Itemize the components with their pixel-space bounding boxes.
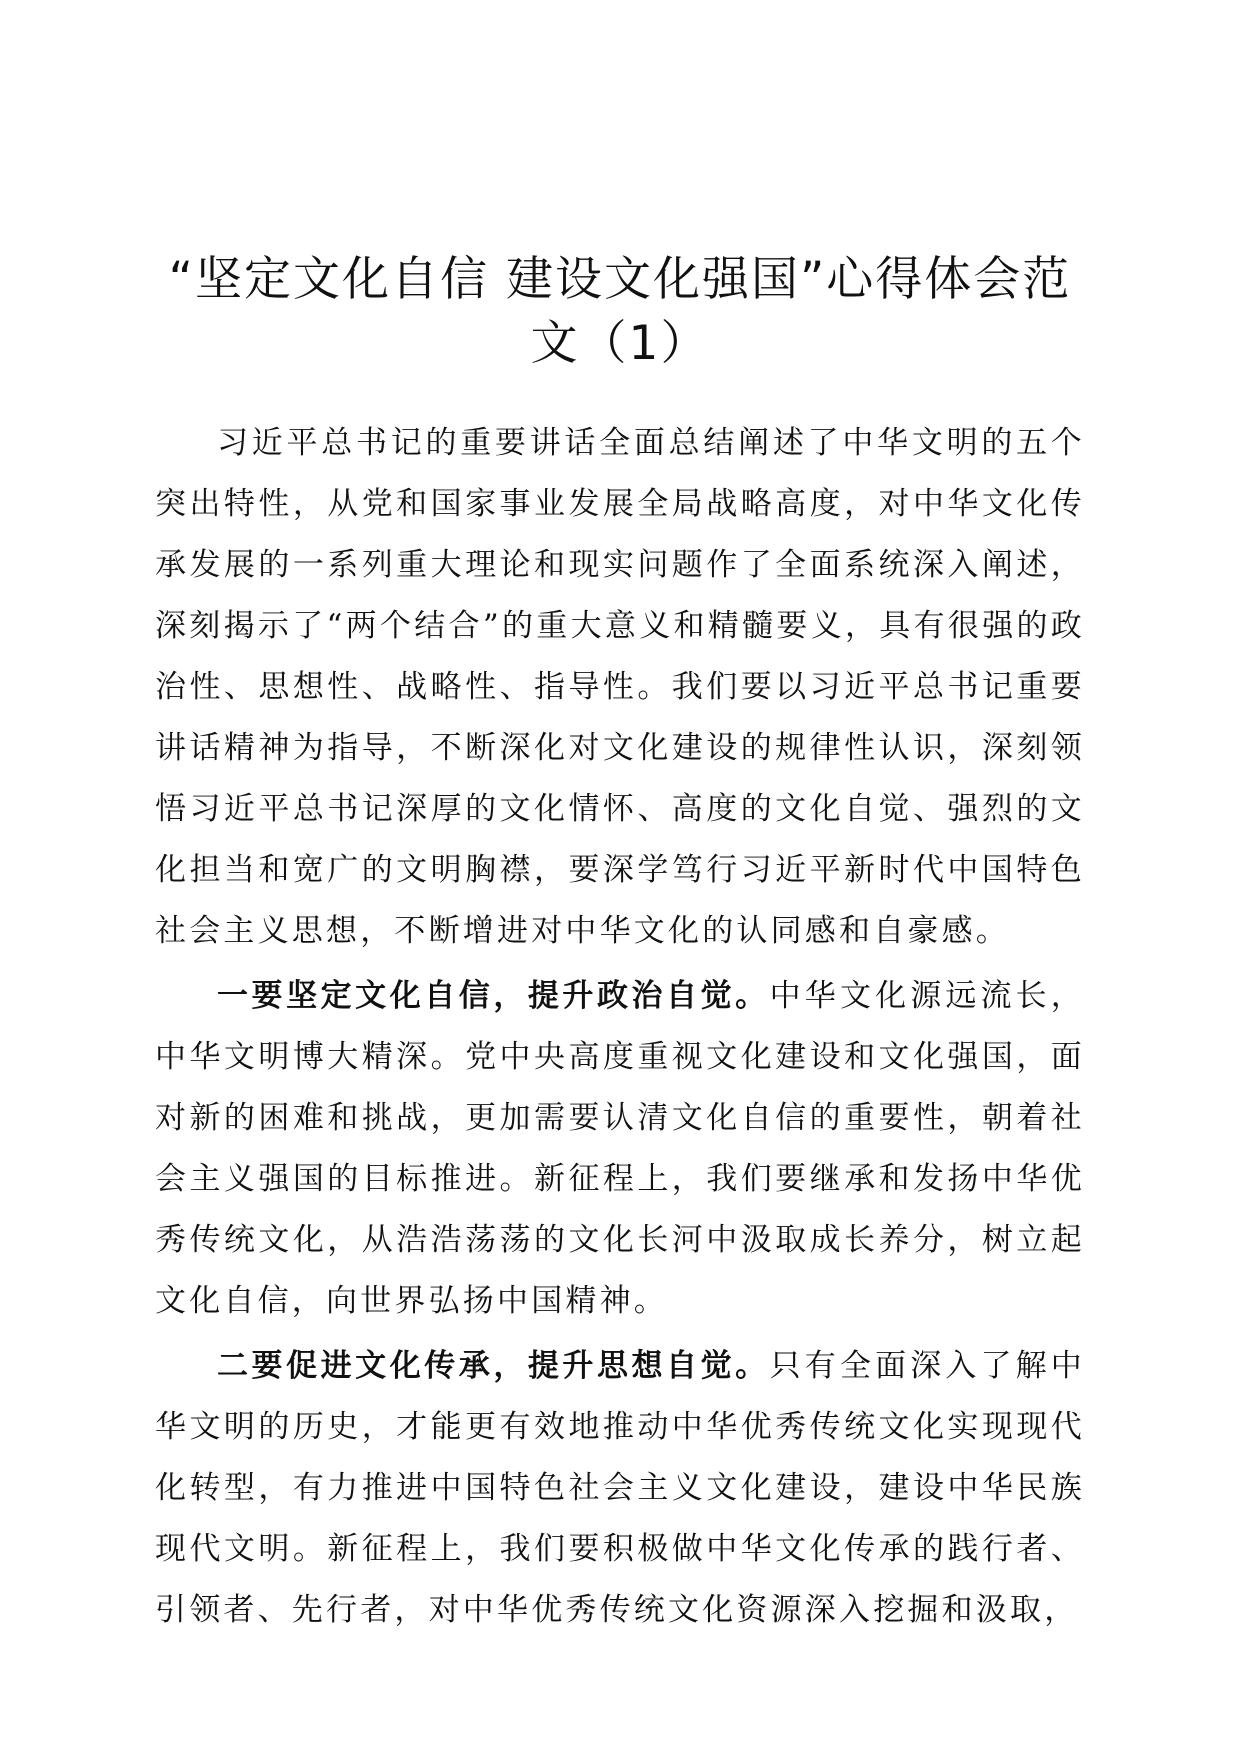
document-body [155, 413, 1085, 1645]
section-heading-2: 二要促进文化传承，提升思想自觉。 [217, 1348, 770, 1384]
title-line-2: 文（1） [530, 316, 710, 371]
title-line-1: “坚定文化自信 建设文化强国”心得体会范 [168, 252, 1072, 307]
intro-paragraph: 习近平总书记的重要讲话全面总结阐述了中华文明的五个突出特性，从党和国家事业发展全局战略高度，对中华文化传承发展的一系列重大理论和现实问题作了全面系统深入阐述，深刻揭示了“两个结合”的重大意义和精髓要义，具有很强的政治性、思想性、战略性、指导性。我们要以习近平总书记重要讲话精神为指导，不断深化对文化建设的规律性认识，深刻领悟习近平总书记深厚的文化情怀、高度的文化自觉、强烈的文化担当和宽广的文明胸襟，要深学笃行习近平新时代中国特色社会主义思想，不断增进对中华文化的认同感和自豪感。 [155, 425, 1085, 949]
section-text-1: 中华文化源远流长，中华文明博大精深。党中央高度重视文化建设和文化强国，面对新的困难和挑战，更加需要认清文化自信的重要性，朝着社会主义强国的目标推进。新征程上，我们要继承和发扬中华优秀传统文化，从浩浩荡荡的文化长河中汲取成长养分，树立起文化自信，向世界弘扬中国精神。 [155, 978, 1085, 1319]
section-heading-1: 一要坚定文化自信，提升政治自觉。 [217, 978, 770, 1014]
section-paragraph-2 [155, 1336, 1085, 1641]
section-text-2: 只有全面深入了解中华文明的历史，才能更有效地推动中华优秀传统文化实现现代化转型，有力推进中国特色社会主义文化建设，建设中华民族现代文明。新征程上，我们要积极做中华文化传承的践行者、引领者、先行者，对中华优秀传统文化资源深入挖掘和汲取， [155, 1348, 1085, 1628]
section-paragraph-1 [155, 966, 1085, 1332]
document-title [140, 248, 1100, 376]
